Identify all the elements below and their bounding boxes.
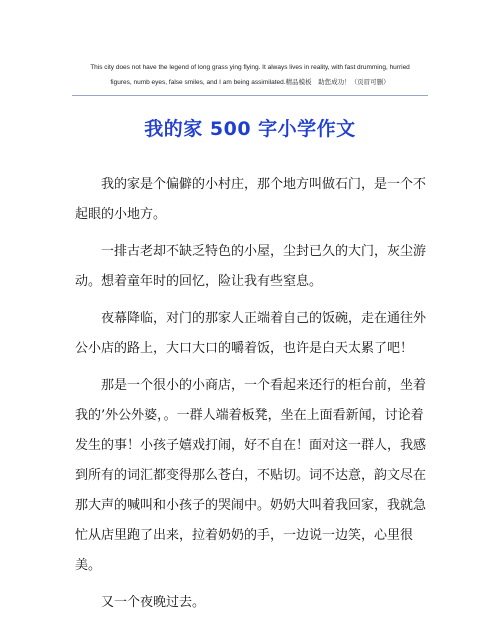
paragraph-5: 又一个夜晚过去。 <box>101 595 206 610</box>
header-line-2: figures, numb eyes, false smiles, and I am being assimilated.精品模板 助您成功！（页眉可删） <box>110 79 390 86</box>
paragraph-1: 我的家是个偏僻的小村庄，那个地方叫做石门，是一个不起眼的小地方。 <box>75 177 427 222</box>
header-divider <box>72 95 428 96</box>
paragraph-3: 夜幕降临，对门的那家人正端着自己的饭碗，走在通往外公小店的路上，大口大口的嚼着饭，也许是白天太累了吧！ <box>75 311 427 356</box>
paragraph-2: 一排古老却不缺乏特色的小屋，尘封已久的大门，灰尘游动。想着童年时的回忆，险让我有些窒息。 <box>75 244 427 289</box>
article-body <box>75 170 427 625</box>
paragraph-4: 那是一个很小的小商店，一个看起来还行的柜台前，坐着我的’外公外婆，。一群人端着板凳，坐在上面看新闻，讨论着发生的事！小孩子嬉戏打闹，好不自在！面对这一群人，我感到所有的词汇都变得那么苍白，不贴切。词不达意，韵文尽在那大声的喊叫和小孩子的哭闹中。奶奶大叫着我回家，我就急忙从店里跑了出来，拉着奶奶的手，一边说一边笑，心里很美。 <box>75 378 427 573</box>
page-header <box>56 60 444 90</box>
header-line-1: This city does not have the legend of long grass ying flying. It always lives in reality, with fast drumming, hurried <box>90 64 410 71</box>
document-title: 我的家 500 字小学作文 <box>144 118 356 140</box>
